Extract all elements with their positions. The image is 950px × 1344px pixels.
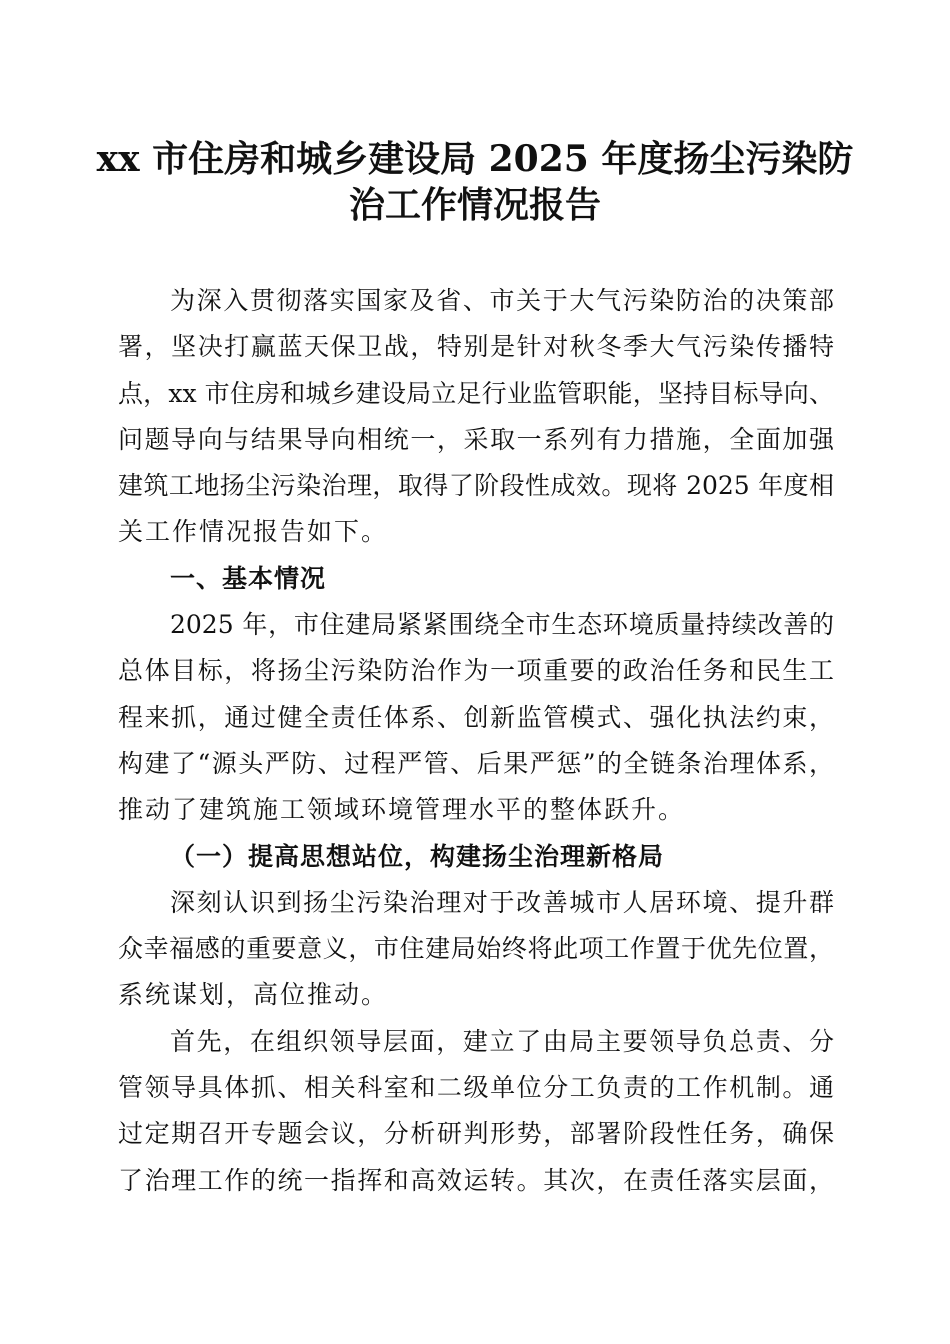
paragraph-line: 推动了建筑施工领域环境管理水平的整体跃升。 — [118, 795, 686, 825]
paragraph-line: 众幸福感的重要意义，市住建局始终将此项工作置于优先位置， — [118, 934, 834, 964]
paragraph-line: 管领导具体抓、相关科室和二级单位分工负责的工作机制。通 — [118, 1073, 834, 1103]
title-line-1: xx 市住房和城乡建设局 2025 年度扬尘污染防 — [96, 138, 854, 180]
paragraph-line: 构建了“源头严防、过程严管、后果严惩”的全链条治理体系， — [118, 748, 834, 778]
document-title — [0, 136, 950, 228]
paragraph-line: 署，坚决打赢蓝天保卫战，特别是针对秋冬季大气污染传播特 — [118, 332, 834, 362]
paragraph-line: 问题导向与结果导向相统一，采取一系列有力措施，全面加强 — [118, 424, 834, 454]
paragraph-line: 深刻认识到扬尘污染治理对于改善城市人居环境、提升群 — [170, 887, 834, 917]
paragraph-line: 2025 年，市住建局紧紧围绕全市生态环境质量持续改善的 — [170, 610, 834, 640]
paragraph-line: 建筑工地扬尘污染治理，取得了阶段性成效。现将 2025 年度相 — [118, 471, 834, 501]
paragraph-line: 系统谋划，高位推动。 — [118, 980, 389, 1010]
paragraph-line: 为深入贯彻落实国家及省、市关于大气污染防治的决策部 — [170, 286, 834, 315]
paragraph-line: 点，xx 市住房和城乡建设局立足行业监管职能，坚持目标导向、 — [118, 378, 834, 408]
paragraph-line: 了治理工作的统一指挥和高效运转。其次，在责任落实层面， — [118, 1165, 834, 1195]
document-body — [118, 278, 834, 1204]
subsection-heading: （一）提高思想站位，构建扬尘治理新格局 — [170, 841, 665, 871]
paragraph-line: 过定期召开专题会议，分析研判形势，部署阶段性任务，确保 — [118, 1119, 834, 1149]
paragraph-line: 首先，在组织领导层面，建立了由局主要领导负总责、分 — [170, 1026, 834, 1056]
title-line-2: 治工作情况报告 — [348, 184, 601, 226]
paragraph-line: 总体目标，将扬尘污染防治作为一项重要的政治任务和民生工 — [118, 656, 834, 686]
paragraph-line: 关工作情况报告如下。 — [118, 517, 389, 547]
section-heading: 一、基本情况 — [170, 563, 327, 593]
paragraph-line: 程来抓，通过健全责任体系、创新监管模式、强化执法约束， — [118, 702, 834, 732]
